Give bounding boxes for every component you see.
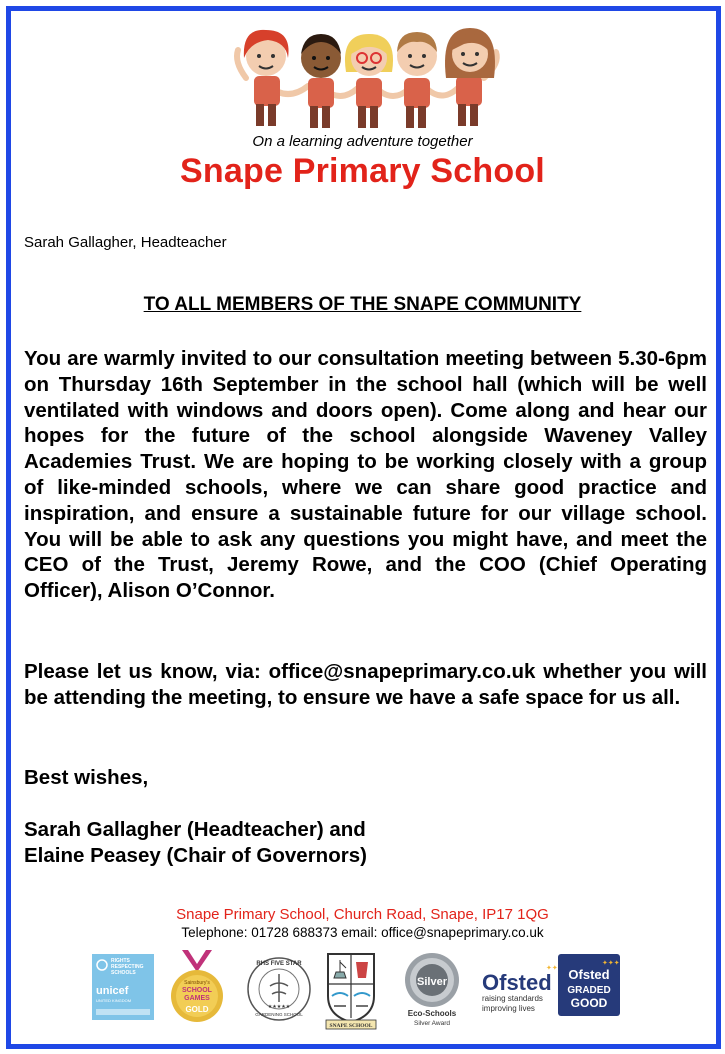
closing-line: Best wishes, <box>24 766 149 789</box>
children-illustration <box>228 14 508 132</box>
signature-line-1: Sarah Gallagher (Headteacher) and <box>24 818 366 841</box>
school-name: Snape Primary School <box>180 152 545 190</box>
rhs-five-star-logo <box>246 956 312 1022</box>
rights-line3: SCHOOLS <box>111 970 136 976</box>
letter-from: Sarah Gallagher, Headteacher <box>24 234 227 251</box>
ofsted-brand: Ofsted <box>482 970 552 995</box>
rights-line1: RIGHTS <box>111 958 130 964</box>
ofsted-good-line1: GRADED <box>567 985 611 996</box>
games-line2: SCHOOL <box>182 987 212 994</box>
child-5-icon <box>445 28 495 126</box>
ofsted-graded-good-logo <box>558 954 620 1016</box>
rhs-stars-icon: ★★★★★ <box>267 1004 291 1010</box>
signature-block <box>24 817 707 869</box>
games-level: GOLD <box>185 1005 209 1014</box>
snape-school-crest <box>322 950 380 1030</box>
eco-badge: Silver <box>417 976 447 988</box>
child-1-icon <box>244 30 289 126</box>
rights-line2: RESPECTING <box>111 964 144 970</box>
ofsted-good-line2: GOOD <box>570 996 608 1010</box>
footer-contact: Telephone: 01728 688373 email: office@snapeprimary.co.uk <box>181 925 544 940</box>
crest-motto: SNAPE SCHOOL <box>329 1023 373 1029</box>
child-4-icon <box>397 32 437 128</box>
letter-heading: TO ALL MEMBERS OF THE SNAPE COMMUNITY <box>143 294 582 315</box>
unicef-sub: UNITED KINGDOM <box>96 998 132 1003</box>
accreditation-logos <box>90 950 625 1030</box>
unicef-brand: unicef <box>96 985 129 997</box>
child-3-icon <box>345 34 393 128</box>
ofsted-stars-icon: ✦✦ <box>546 964 558 972</box>
ofsted-good-stars-icon: ✦✦✦ <box>602 959 620 967</box>
rhs-text: RHS FIVE STAR <box>256 961 302 967</box>
eco-line1: Eco-Schools <box>407 1009 457 1018</box>
school-tagline: On a learning adventure together <box>252 133 473 150</box>
ofsted-logo <box>480 956 556 1016</box>
ofsted-good-brand: Ofsted <box>568 967 610 982</box>
signature-line-2: Elaine Peasey (Chair of Governors) <box>24 843 367 867</box>
footer-address: Snape Primary School, Church Road, Snape, IP17 1QG <box>176 906 549 923</box>
eco-schools-silver-logo <box>396 952 468 1028</box>
ofsted-line1: raising standards <box>482 994 543 1003</box>
games-line3: GAMES <box>184 995 210 1002</box>
eco-line2: Silver Award <box>413 1020 451 1027</box>
invitation-paragraph: You are warmly invited to our consultation meeting between 5.30-6pm on Thursday 16th September in the school hall (which will be well ventilated with windows and doors open). Come along and hear our hopes for the future of the school alongside Waveney Valley Academies Trust. We are hoping to be working closely with a group of like-minded schools, where we can share good practice and inspiration, and ensure a sustainable future for our village school. You will be able to ask any questions you might have, and meet the CEO of the Trust, Jeremy Rowe, and the COO (Chief Operating Officer), Alison O’Connor. <box>24 347 707 603</box>
games-line1: Sainsbury's <box>184 980 210 986</box>
child-2-icon <box>301 34 341 128</box>
rhs-sub: GARDENING SCHOOL <box>255 1012 303 1017</box>
rsvp-paragraph: Please let us know, via: office@snapeprimary.co.uk whether you will be attending the meeting, to ensure we have a safe space for us all. <box>24 660 707 709</box>
rights-respecting-logo <box>92 954 154 1020</box>
ofsted-line2: improving lives <box>482 1004 535 1013</box>
school-games-gold-logo <box>168 950 226 1030</box>
